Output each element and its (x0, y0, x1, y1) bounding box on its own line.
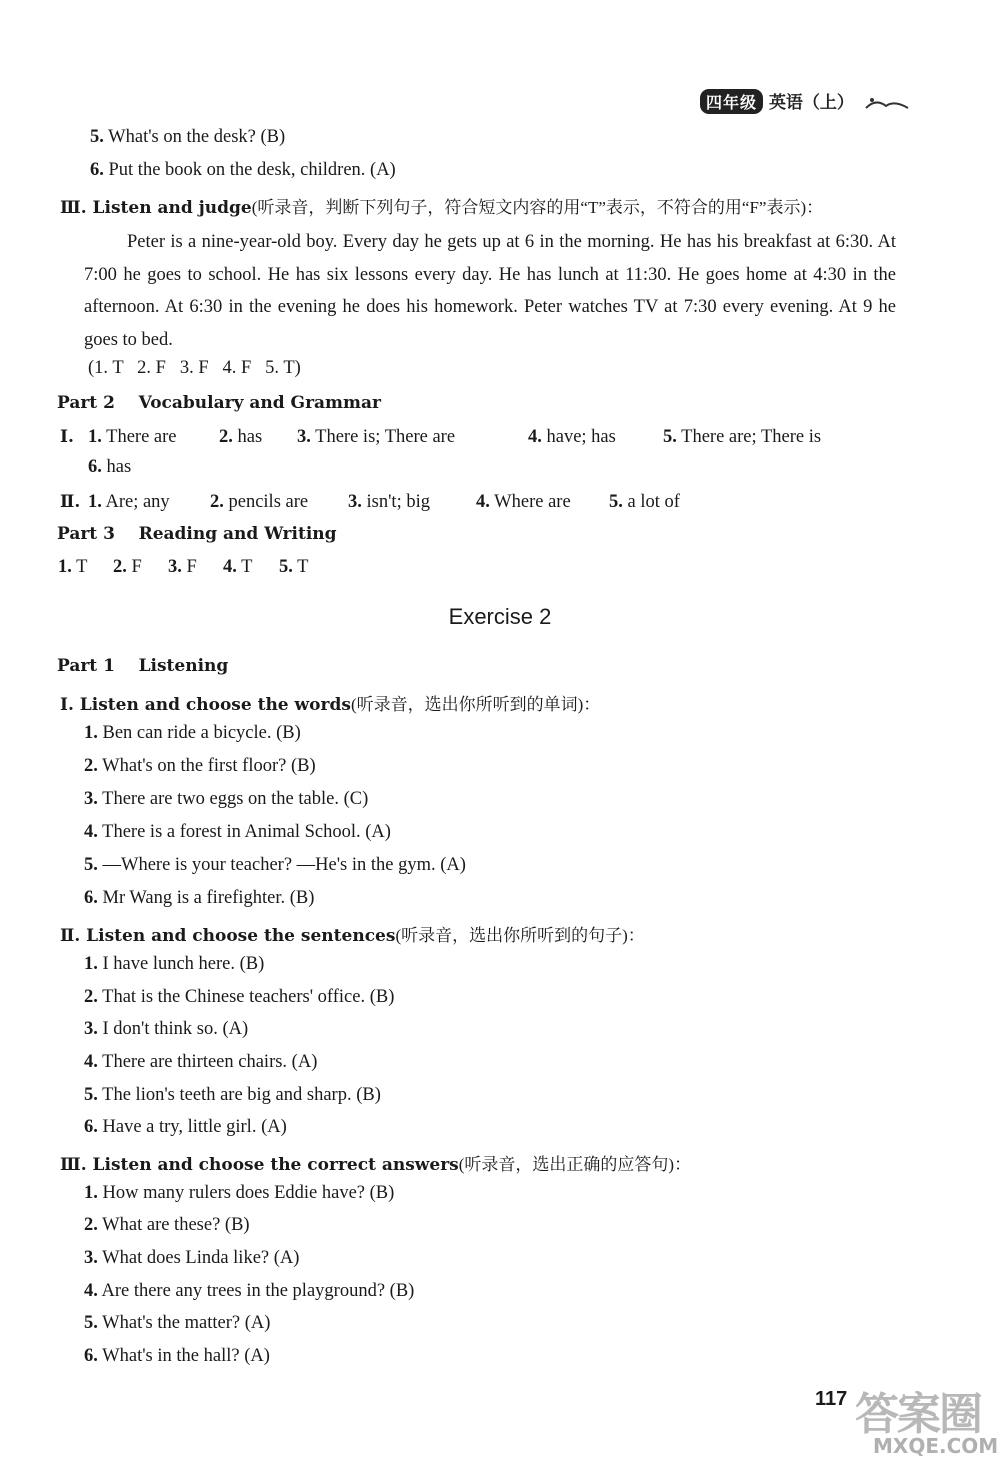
answer-item: 2. F (113, 557, 142, 577)
answer-item: 6. has (88, 457, 132, 477)
answer-row: Ⅰ. (60, 427, 74, 447)
answer-item: 1. Are; any (88, 492, 170, 512)
grade-badge: 四年级 (700, 89, 763, 114)
list-item: 4. Are there any trees in the playground? (B) (84, 1281, 415, 1301)
list-item: 3. I don't think so. (A) (84, 1019, 249, 1039)
list-item: 1. I have lunch here. (B) (84, 954, 265, 974)
list-item: 5. What's on the desk? (B) (90, 127, 286, 147)
subject-label: 英语（上） (768, 93, 854, 113)
answer-item: 3. F (168, 557, 197, 577)
passage: Peter is a nine-year-old boy. Every day he gets up at 6 in the morning. He has his breakfast at 6:30. At 7:00 he goes to school. He has six lessons every day. He has lunch at 11:30. He goes home at 4:30 in the afternoon. At 6:30 in the evening he does his homework. Peter watches TV at 7:30 every evening. At 9 he goes to bed. (84, 232, 896, 350)
running-header (700, 88, 910, 114)
answer-item: 5. a lot of (609, 492, 680, 512)
answer-item: 5. T (279, 557, 309, 577)
page-number: 117 (815, 1388, 848, 1410)
watermark-url: MXQE.COM (873, 1434, 999, 1458)
exercise-title: Exercise 2 (448, 604, 552, 629)
list-item: 5. What's the matter? (A) (84, 1313, 271, 1333)
list-item: 6. What's in the hall? (A) (84, 1346, 270, 1366)
list-item: 6. Mr Wang is a firefighter. (B) (84, 888, 315, 908)
judge-answers: (1. T 2. F 3. F 4. F 5. T) (88, 358, 301, 378)
part-title: Part 1 Listening (57, 656, 229, 676)
list-item: 5. —Where is your teacher? —He's in the gym. (A) (84, 855, 466, 875)
answer-item: 1. T (58, 557, 88, 577)
answer-item: 4. have; has (528, 427, 616, 447)
watermark-logo: 答案圈 (855, 1389, 981, 1440)
list-item: 3. There are two eggs on the table. (C) (84, 789, 369, 809)
list-item: 6. Have a try, little girl. (A) (84, 1117, 287, 1137)
section-heading: Ⅲ. Listen and judge(听录音，判断下列句子，符合短文内容的用“T”表示，不符合的用“F”表示)： (60, 198, 824, 218)
section-heading: Ⅰ. Listen and choose the words(听录音，选出你所听到的单词)： (60, 695, 601, 715)
answer-item: 3. isn't; big (348, 492, 430, 512)
list-item: 5. The lion's teeth are big and sharp. (B) (84, 1085, 381, 1105)
list-item: 2. What's on the first floor? (B) (84, 756, 316, 776)
answer-item: 5. There are; There is (663, 427, 822, 447)
answer-item: 1. There are (88, 427, 177, 447)
answer-row: Ⅱ. (60, 492, 81, 512)
answer-item: 2. pencils are (210, 492, 309, 512)
part-title: Part 2 Vocabulary and Grammar (57, 393, 381, 413)
list-item: 1. How many rulers does Eddie have? (B) (84, 1183, 395, 1203)
list-item: 4. There are thirteen chairs. (A) (84, 1052, 318, 1072)
answer-item: 4. Where are (476, 492, 571, 512)
section-heading: Ⅱ. Listen and choose the sentences(听录音，选出你所听到的句子)： (60, 926, 645, 946)
leaf-ornament-icon (864, 96, 910, 110)
list-item: 1. Ben can ride a bicycle. (B) (84, 723, 301, 743)
part-title: Part 3 Reading and Writing (57, 524, 337, 544)
answer-item: 2. has (219, 427, 263, 447)
list-item: 6. Put the book on the desk, children. (A) (90, 160, 396, 180)
list-item: 2. That is the Chinese teachers' office. (B) (84, 987, 395, 1007)
answer-item: 4. T (223, 557, 253, 577)
watermark (855, 1378, 999, 1458)
list-item: 4. There is a forest in Animal School. (A) (84, 822, 391, 842)
answer-item: 3. There is; There are (297, 427, 456, 447)
list-item: 2. What are these? (B) (84, 1215, 250, 1235)
section-heading: Ⅲ. Listen and choose the correct answers(听录音，选出正确的应答句)： (60, 1155, 692, 1175)
list-item: 3. What does Linda like? (A) (84, 1248, 300, 1268)
